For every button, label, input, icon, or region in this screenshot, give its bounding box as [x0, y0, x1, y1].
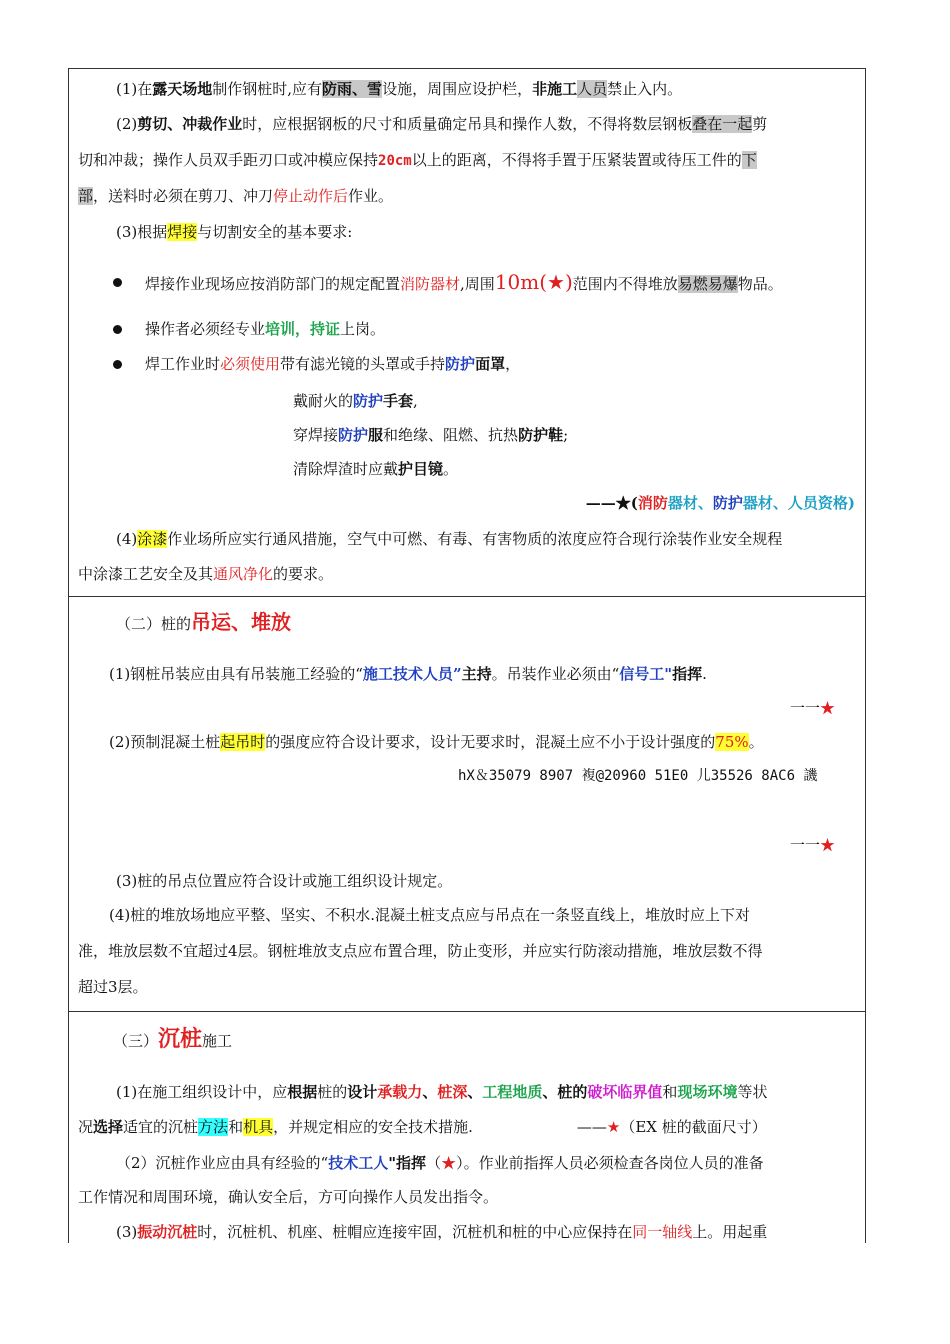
- emphasis-text: 防护: [712, 494, 743, 512]
- text: 时，沉桩机、机座、桩帽应连接牢固，沉桩机和桩的中心应保持在: [197, 1223, 633, 1241]
- highlighted-text: 下: [741, 151, 757, 169]
- text: 设施，周围应设护栏，: [382, 80, 533, 98]
- text: ,: [413, 392, 418, 410]
- text: ;: [563, 426, 569, 444]
- text: 作业场所应实行通风措施，空气中可燃、有毒、有害物质的浓度应符合现行涂装作业安全规程: [167, 530, 783, 548]
- paragraph-2-line-2: [78, 149, 757, 172]
- emphasis-text: 剪切、冲裁作业: [137, 115, 243, 133]
- emphasis-text: 护目镜: [398, 460, 444, 478]
- text: (1)在施工组织设计中，应: [116, 1083, 288, 1101]
- document-page: [68, 68, 866, 1243]
- highlighted-text: 焊接: [167, 223, 198, 241]
- text: (3): [116, 1223, 138, 1241]
- text: 适宜的沉桩: [123, 1118, 199, 1136]
- star-icon: ★: [819, 836, 835, 854]
- text: (2): [116, 115, 138, 133]
- bullet-item-1: [145, 271, 783, 295]
- text: （三）: [113, 1032, 159, 1050]
- emphasis-text: 技术工人: [328, 1154, 389, 1172]
- text: 戴耐火的: [293, 392, 354, 410]
- signature-note: [586, 492, 855, 514]
- text: ，并规定相应的安全技术措施.: [273, 1118, 473, 1136]
- highlighted-text: 75%: [715, 733, 749, 751]
- text: 焊工作业时: [145, 355, 221, 373]
- highlighted-text: 人员: [577, 80, 608, 98]
- indented-line-2: [293, 424, 568, 446]
- text: 的强度应符合设计要求，设计无要求时，混凝土应不小于设计强度的: [265, 733, 716, 751]
- emphasis-text: 桩的: [557, 1083, 588, 1101]
- text: （EX 桩的截面尺寸）: [620, 1118, 767, 1136]
- emphasis-text: 工程地质: [482, 1083, 543, 1101]
- star-icon: ★: [606, 1118, 621, 1136]
- emphasis-text: 防护鞋: [518, 426, 564, 444]
- highlighted-text: 防雨、雪: [322, 80, 383, 98]
- paragraph-1: [109, 663, 707, 685]
- emphasis-text: 培训，持证: [265, 320, 341, 338]
- emphasis-text: ”: [452, 665, 462, 683]
- text: 和: [662, 1083, 678, 1101]
- emphasis-text: 现场环境: [677, 1083, 738, 1101]
- emphasis-text: 振动沉桩: [137, 1223, 198, 1241]
- paragraph-4-line-3: 超过3层。: [78, 978, 148, 996]
- highlighted-text: 涂漆: [137, 530, 168, 548]
- emphasis-text: 指挥: [672, 665, 703, 683]
- emphasis-text: 消防: [637, 494, 668, 512]
- text: ）。作业前指挥人员必须检查各岗位人员的准备: [456, 1154, 764, 1172]
- emphasis-text: 承载力: [377, 1083, 423, 1101]
- text: 操作者必须经专业: [145, 320, 266, 338]
- bullet-icon: [113, 360, 122, 369]
- paragraph-1-line-1: [116, 1081, 767, 1103]
- text: 与切割安全的基本要求:: [197, 223, 353, 241]
- emphasis-text: ": [664, 665, 673, 683]
- garbled-code-line: hX＆35079 8907 複@20960 51E0 儿35526 8AC6 譏: [458, 768, 818, 784]
- section-title: [113, 1028, 232, 1052]
- paragraph-2-line-3: [78, 185, 393, 207]
- star-mark: [790, 834, 835, 856]
- text: 。: [443, 460, 459, 478]
- star-text: ——★(: [585, 494, 638, 512]
- paragraph-3: [116, 221, 352, 243]
- text: 制作钢桩时,应有: [212, 80, 323, 98]
- highlighted-text: 易燃易爆: [677, 275, 738, 293]
- text: (2)预制混凝土桩: [109, 733, 221, 751]
- emphasis-text: 通风净化: [213, 565, 274, 583]
- text: 剪: [752, 115, 768, 133]
- text: 范围内不得堆放: [572, 275, 678, 293]
- emphasis-text: 施工技术人员: [362, 665, 453, 683]
- text: 穿焊接: [293, 426, 339, 444]
- emphasis-text: "指挥: [388, 1154, 427, 1172]
- dash-text: ——: [576, 1118, 607, 1136]
- emphasis-text: 20cm: [378, 153, 412, 169]
- paragraph-2-line-2: 工作情况和周围环境，确认安全后，方可向操作人员发出指令。: [78, 1188, 499, 1206]
- paragraph-4-line-1: (4)桩的堆放场地应平整、坚实、不积水.混凝土桩支点应与吊点在一条竖直线上，堆放时应上下对: [109, 906, 751, 924]
- text: 况: [78, 1118, 94, 1136]
- text: (4): [116, 530, 138, 548]
- emphasis-text: 设计: [347, 1083, 378, 1101]
- dash-text: 一一: [789, 699, 820, 717]
- highlighted-text: 起吊时: [220, 733, 266, 751]
- text: （: [426, 1154, 442, 1172]
- text: (1)在: [116, 80, 153, 98]
- text: 时，应根据钢板的尺寸和质量确定吊具和操作人数，不得将数层钢板: [242, 115, 693, 133]
- section-pile-sinking: [69, 1012, 865, 1244]
- emphasis-text: 吊运、堆放: [191, 610, 292, 634]
- text: （二）桩的: [116, 615, 192, 633]
- text: 作业。: [348, 187, 394, 205]
- emphasis-text: 10m(★): [494, 270, 573, 294]
- paragraph-1-line-2: [78, 1116, 767, 1138]
- emphasis-text: 器材、人员资格): [742, 494, 855, 512]
- section-title: [116, 611, 291, 635]
- text: 物品。: [737, 275, 783, 293]
- emphasis-text: 破坏临界值: [587, 1083, 663, 1101]
- text: 等状: [737, 1083, 768, 1101]
- text: ,周围: [460, 275, 495, 293]
- bullet-icon: [113, 278, 122, 287]
- paragraph-3: (3)桩的吊点位置应符合设计或施工组织设计规定。: [116, 872, 453, 890]
- indented-line-3: [293, 458, 458, 480]
- text: （2）沉桩作业应由具有经验的“: [116, 1154, 329, 1172]
- emphasis-text: 同一轴线: [632, 1223, 693, 1241]
- highlighted-text: 机具: [243, 1118, 274, 1136]
- emphasis-text: 手套: [383, 392, 414, 410]
- emphasis-text: 沉桩: [158, 1026, 203, 1052]
- emphasis-text: 主持: [461, 665, 492, 683]
- emphasis-text: 选择: [93, 1118, 124, 1136]
- emphasis-text: 防护: [338, 426, 369, 444]
- text: 和: [228, 1118, 244, 1136]
- bullet-item-3: [145, 353, 520, 375]
- emphasis-text: 防护: [353, 392, 384, 410]
- paragraph-1: [116, 78, 682, 100]
- paragraph-4-line-1: [116, 528, 782, 550]
- text: 切和冲裁；操作人员双手距刃口或冲模应保持: [78, 151, 379, 169]
- paragraph-4-line-2: 准，堆放层数不宜超过4层。钢桩堆放支点应布置合理，防止变形，并应实行防滚动措施，堆放层数不得: [78, 942, 763, 960]
- emphasis-text: 必须使用: [220, 355, 281, 373]
- text: 上岗。: [340, 320, 386, 338]
- text: 的要求。: [273, 565, 334, 583]
- indented-line-1: [293, 390, 418, 412]
- emphasis-text: 根据: [287, 1083, 318, 1101]
- star-icon: ★: [819, 699, 835, 717]
- emphasis-text: 服: [368, 426, 384, 444]
- emphasis-text: 停止动作后: [273, 187, 349, 205]
- text: 焊接作业现场应按消防部门的规定配置: [145, 275, 401, 293]
- text: ，送料时必须在剪刀、冲刀: [93, 187, 274, 205]
- text: 。吊装作业必须由“: [491, 665, 620, 683]
- text: 施工: [202, 1032, 233, 1050]
- text: (3)根据: [116, 223, 168, 241]
- paragraph-2-line-1: [116, 113, 767, 135]
- paragraph-2: [109, 731, 764, 753]
- highlighted-text: 叠在一起: [692, 115, 753, 133]
- text: (1)钢桩吊装应由具有吊装施工经验的“: [109, 665, 363, 683]
- text: 上。用起重: [692, 1223, 768, 1241]
- emphasis-text: 器材、: [667, 494, 713, 512]
- bullet-icon: [113, 325, 122, 334]
- emphasis-text: 消防器材: [400, 275, 461, 293]
- section-pile-lifting-stacking: [69, 597, 865, 1012]
- highlighted-text: 部: [78, 187, 94, 205]
- text: 禁止入内。: [607, 80, 683, 98]
- emphasis-text: 桩深: [437, 1083, 468, 1101]
- star-icon: ★: [441, 1154, 457, 1172]
- text: 以上的距离，不得将手置于压紧装置或待压工件的: [411, 151, 742, 169]
- star-mark: [790, 697, 835, 719]
- emphasis-text: 面罩: [475, 355, 506, 373]
- text: 带有滤光镜的头罩或手持: [280, 355, 446, 373]
- text: 桩的: [317, 1083, 348, 1101]
- emphasis-text: 露天场地: [152, 80, 213, 98]
- bullet-item-2: [145, 318, 385, 340]
- paragraph-2-line-1: [116, 1152, 764, 1174]
- highlighted-text: 方法: [198, 1118, 229, 1136]
- text: 、: [542, 1083, 558, 1101]
- dash-text: 一一: [789, 836, 820, 854]
- text: 和绝缘、阻燃、抗热: [383, 426, 519, 444]
- paragraph-3: [116, 1221, 767, 1243]
- text: 清除焊渣时应戴: [293, 460, 399, 478]
- text: 。: [748, 733, 764, 751]
- text: 、: [422, 1083, 438, 1101]
- text: 、: [467, 1083, 483, 1101]
- section-pile-fabrication: [69, 69, 865, 597]
- emphasis-text: 防护: [445, 355, 476, 373]
- text: .: [702, 665, 707, 683]
- paragraph-4-line-2: [78, 563, 333, 585]
- emphasis-text: 非施工: [532, 80, 578, 98]
- text: 中涂漆工艺安全及其: [78, 565, 214, 583]
- text: ，: [505, 355, 521, 373]
- emphasis-text: 信号工: [619, 665, 665, 683]
